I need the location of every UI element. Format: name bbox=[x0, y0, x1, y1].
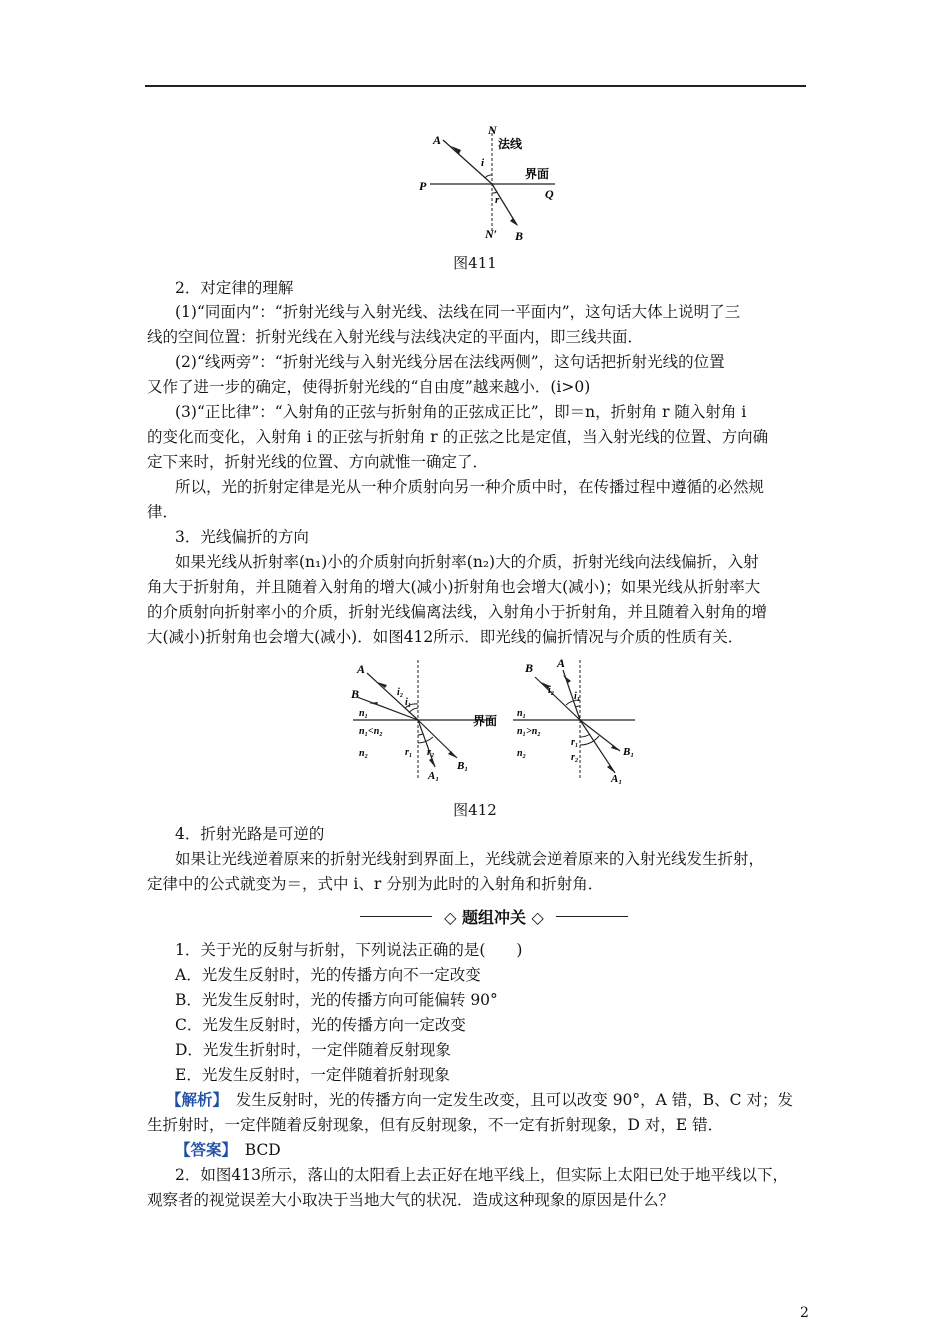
fig2-right-r2: r₂ bbox=[571, 752, 579, 763]
fig2-right-B1: B₁ bbox=[623, 746, 635, 758]
fig2-right-r1: r₁ bbox=[571, 737, 579, 748]
fig2-left-i2: i₂ bbox=[397, 687, 404, 698]
fig2-right-i1: i₁ bbox=[574, 691, 581, 702]
banner-title: ◇ 题组冲关 ◇ bbox=[444, 908, 544, 927]
fig1-label-r: r bbox=[495, 194, 500, 206]
q2-line2: 观察者的视觉误差大小取决于当地大气的状况．造成这种现象的原因是什么？ bbox=[147, 1191, 675, 1209]
q1-option-d: D．光发生折射时，一定伴随着反射现象 bbox=[175, 1041, 451, 1059]
fig1-label-B: B bbox=[515, 229, 524, 243]
sec2-p3b: 的变化而变化，入射角 i 的正弦与折射角 r 的正弦之比是定值，当入射光线的位置、方向确 bbox=[147, 428, 769, 446]
fig2-left-i1: i₁ bbox=[405, 697, 412, 708]
sec4-l2: 定律中的公式就变为＝，式中 i、r 分别为此时的入射角和折射角． bbox=[147, 875, 604, 893]
fig1-label-law: 法线 bbox=[498, 137, 523, 151]
sec2-p3c: 定下来时，折射光线的位置、方向就惟一确定了． bbox=[147, 453, 489, 471]
figure-412-caption: 图412 bbox=[453, 801, 497, 819]
q1-analysis-line1 bbox=[166, 1088, 826, 1112]
sec2-p2a: (2)“线两旁”：“折射光线与入射光线分居在法线两侧”，这句话把折射光线的位置 bbox=[175, 353, 725, 371]
analysis-text-1: 发生反射时，光的传播方向一定发生改变，且可以改变 90°，A 错，B、C 对；发 bbox=[220, 1091, 793, 1109]
fig2-left-A: A bbox=[357, 662, 366, 676]
fig2-left-rel: n₁<n₂ bbox=[359, 726, 383, 737]
q1-option-e: E．光发生反射时，一定伴随着折射现象 bbox=[175, 1066, 450, 1084]
fig1-label-N: N bbox=[488, 123, 497, 137]
fig2-left-r2: r₂ bbox=[427, 747, 435, 758]
answer-text: BCD bbox=[229, 1141, 281, 1159]
q1-option-c: C．光发生反射时，光的传播方向一定改变 bbox=[175, 1016, 466, 1034]
fig1-label-P: P bbox=[419, 179, 427, 193]
fig2-left-n1: n₁ bbox=[359, 708, 369, 719]
figure-412 bbox=[345, 655, 650, 785]
sec3-l1: 如果光线从折射率(n₁)小的介质射向折射率(n₂)大的介质，折射光线向法线偏折，入射 bbox=[175, 553, 759, 571]
q1-answer bbox=[175, 1138, 835, 1162]
fig2-right-n1: n₁ bbox=[517, 708, 527, 719]
section-2-title: 2．对定律的理解 bbox=[175, 279, 294, 297]
section-3-title: 3．光线偏折的方向 bbox=[175, 528, 309, 546]
page-number: 2 bbox=[800, 1305, 809, 1321]
fig2-left-iface: 界面 bbox=[473, 714, 498, 728]
q1-analysis-line2: 生折射时，一定伴随着反射现象，但有反射现象，不一定有折射现象，D 对，E 错． bbox=[147, 1116, 724, 1134]
fig2-right-i2: i₂ bbox=[548, 685, 555, 696]
fig2-right-rel: n₁>n₂ bbox=[517, 726, 541, 737]
fig2-right-B: B bbox=[525, 661, 534, 675]
analysis-tag: 【解析】 bbox=[166, 1090, 221, 1109]
fig1-label-Nprime: N′ bbox=[485, 227, 498, 241]
sec2-p1b: 线的空间位置：折射光线在入射光线与法线决定的平面内，即三线共面． bbox=[147, 328, 644, 346]
sec2-p4b: 律． bbox=[147, 503, 179, 521]
fig2-left-B: B bbox=[351, 687, 360, 701]
sec2-p1a: (1)“同面内”：“折射光线与入射光线、法线在同一平面内”，这句话大体上说明了三 bbox=[175, 303, 741, 321]
fig2-right-A1: A₁ bbox=[611, 773, 623, 785]
fig1-label-Q: Q bbox=[545, 187, 554, 201]
sec3-l3: 的介质射向折射率小的介质，折射光线偏离法线，入射角小于折射角，并且随着入射角的增 bbox=[147, 603, 768, 621]
sec3-l4: 大(减小)折射角也会增大(减小)．如图412所示．即光线的偏折情况与介质的性质有关． bbox=[147, 628, 744, 646]
q1-option-a: A．光发生反射时，光的传播方向不一定改变 bbox=[175, 966, 481, 984]
fig1-label-A: A bbox=[433, 133, 442, 147]
fig2-left-r1: r₁ bbox=[405, 747, 413, 758]
q1-stem: 1．关于光的反射与折射，下列说法正确的是( ) bbox=[175, 941, 523, 959]
header-rule bbox=[145, 85, 806, 87]
answer-tag: 【答案】 bbox=[175, 1140, 230, 1159]
section-4-title: 4．折射光路是可逆的 bbox=[175, 825, 325, 843]
sec2-p3a: (3)“正比律”：“入射角的正弦与折射角的正弦成正比”，即＝n，折射角 r 随入射角 i bbox=[175, 403, 747, 421]
sec2-p4a: 所以，光的折射定律是光从一种介质射向另一种介质中时，在传播过程中遵循的必然规 bbox=[175, 478, 765, 496]
fig1-label-iface: 界面 bbox=[525, 167, 550, 181]
banner-right-rule bbox=[556, 916, 628, 917]
figure-411 bbox=[415, 120, 575, 246]
sec2-p2b: 又作了进一步的确定，使得折射光线的“自由度”越来越小．(i>0) bbox=[147, 378, 591, 396]
fig2-right-n2: n₂ bbox=[517, 748, 527, 759]
figure-411-caption: 图411 bbox=[453, 254, 497, 272]
sec3-l2: 角大于折射角，并且随着入射角的增大(减小)折射角也会增大(减小)；如果光线从折射率大 bbox=[147, 578, 761, 596]
q2-line1: 2．如图413所示，落山的太阳看上去正好在地平线上，但实际上太阳已处于地平线以下， bbox=[175, 1166, 788, 1184]
sec4-l1: 如果让光线逆着原来的折射光线射到界面上，光线就会逆着原来的入射光线发生折射， bbox=[175, 850, 765, 868]
fig2-right-A: A bbox=[557, 656, 566, 670]
exercise-banner bbox=[360, 905, 628, 927]
fig1-label-i: i bbox=[481, 157, 485, 169]
fig2-left-A1: A₁ bbox=[428, 770, 440, 782]
fig2-left-B1: B₁ bbox=[457, 760, 469, 772]
q1-option-b: B．光发生反射时，光的传播方向可能偏转 90° bbox=[175, 991, 498, 1009]
fig2-left-n2: n₂ bbox=[359, 748, 369, 759]
